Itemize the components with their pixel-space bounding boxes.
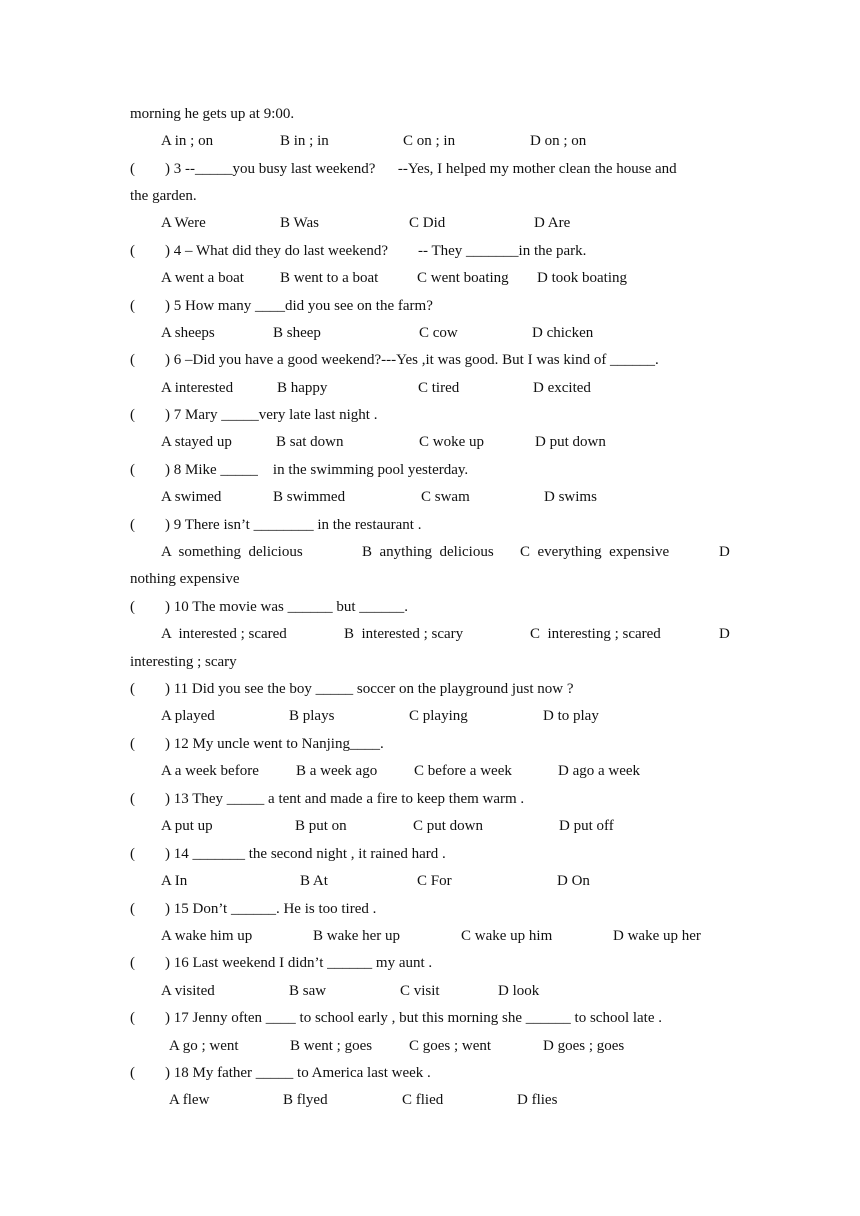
option-d: D ago a week <box>558 763 641 779</box>
question-stem: ( ) 12 My uncle went to Nanjing____. <box>130 736 384 752</box>
question-stem: ( ) 8 Mike _____ in the swimming pool yesterday. <box>130 462 469 478</box>
option-c: C put down <box>413 818 484 834</box>
option-b: B swimmed <box>273 489 346 505</box>
option-a: A something delicious <box>161 544 303 560</box>
option-b: B Was <box>280 215 319 231</box>
option-b: B went ; goes <box>290 1038 373 1054</box>
option-b: B wake her up <box>313 928 401 944</box>
option-a: A go ; went <box>169 1038 239 1054</box>
option-a: A Were <box>161 215 206 231</box>
option-c: C Did <box>409 215 446 231</box>
option-b: B happy <box>277 380 328 396</box>
option-d: D swims <box>544 489 597 505</box>
option-c: C tired <box>418 380 460 396</box>
question-stem: ( ) 16 Last weekend I didn’t ______ my aunt . <box>130 955 433 971</box>
question-stem: ( ) 11 Did you see the boy _____ soccer on the playground just now ? <box>130 681 574 697</box>
option-a: A wake him up <box>161 928 253 944</box>
option-d: D to play <box>543 708 599 724</box>
option-a: A went a boat <box>161 270 244 286</box>
option-c: C For <box>417 873 452 889</box>
intro-option-c: C on ; in <box>403 133 456 149</box>
option-d: D excited <box>533 380 591 396</box>
option-c: C flied <box>402 1092 444 1108</box>
option-d: D <box>719 626 730 642</box>
option-b: B saw <box>289 983 327 999</box>
question-stem: ( ) 3 --_____you busy last weekend? --Yes, I helped my mother clean the house and <box>130 161 677 177</box>
option-c: C goes ; went <box>409 1038 492 1054</box>
question-stem: ( ) 4 – What did they do last weekend? -- They _______in the park. <box>130 243 587 259</box>
question-stem: ( ) 5 How many ____did you see on the farm? <box>130 298 433 314</box>
question-stem: ( ) 15 Don’t ______. He is too tired . <box>130 901 377 917</box>
option-d: D put off <box>559 818 614 834</box>
option-b: B sheep <box>273 325 321 341</box>
option-c: C woke up <box>419 434 484 450</box>
option-c: C visit <box>400 983 440 999</box>
intro-option-a: A in ; on <box>161 133 214 149</box>
option-d: D Are <box>534 215 571 231</box>
option-a: A put up <box>161 818 213 834</box>
intro-option-d: D on ; on <box>530 133 587 149</box>
option-a: A played <box>161 708 215 724</box>
question-stem: ( ) 18 My father _____ to America last week . <box>130 1065 431 1081</box>
option-d-cont: interesting ; scary <box>130 654 237 670</box>
option-b: B went to a boat <box>280 270 379 286</box>
option-a: A interested ; scared <box>161 626 287 642</box>
option-d: D chicken <box>532 325 594 341</box>
option-c: C wake up him <box>461 928 553 944</box>
intro-line: morning he gets up at 9:00. <box>130 106 295 122</box>
option-a: A In <box>161 873 188 889</box>
option-d-cont: nothing expensive <box>130 571 240 587</box>
question-stem: ( ) 6 –Did you have a good weekend?---Yes ,it was good. But I was kind of ______. <box>130 352 659 368</box>
option-a: A interested <box>161 380 234 396</box>
option-b: B sat down <box>276 434 344 450</box>
option-d: D look <box>498 983 540 999</box>
question-stem-cont: the garden. <box>130 188 197 204</box>
option-a: A flew <box>169 1092 210 1108</box>
intro-option-b: B in ; in <box>280 133 329 149</box>
option-a: A sheeps <box>161 325 215 341</box>
option-b: B plays <box>289 708 335 724</box>
option-a: A a week before <box>161 763 259 779</box>
option-b: B interested ; scary <box>344 626 464 642</box>
option-a: A visited <box>161 983 215 999</box>
option-c: C before a week <box>414 763 512 779</box>
option-c: C cow <box>419 325 458 341</box>
option-b: B At <box>300 873 328 889</box>
option-c: C interesting ; scared <box>530 626 661 642</box>
option-b: B a week ago <box>296 763 378 779</box>
option-c: C everything expensive <box>520 544 670 560</box>
option-d: D On <box>557 873 590 889</box>
option-b: B put on <box>295 818 347 834</box>
option-d: D put down <box>535 434 606 450</box>
option-a: A swimed <box>161 489 222 505</box>
option-d: D <box>719 544 730 560</box>
option-d: D flies <box>517 1092 558 1108</box>
question-stem: ( ) 13 They _____ a tent and made a fire to keep them warm . <box>130 791 525 807</box>
option-d: D goes ; goes <box>543 1038 625 1054</box>
option-c: C swam <box>421 489 470 505</box>
option-c: C playing <box>409 708 468 724</box>
question-stem: ( ) 17 Jenny often ____ to school early , but this morning she ______ to school late . <box>130 1010 663 1026</box>
option-b: B flyed <box>283 1092 328 1108</box>
question-stem: ( ) 10 The movie was ______ but ______. <box>130 599 409 615</box>
question-stem: ( ) 7 Mary _____very late last night . <box>130 407 378 423</box>
question-stem: ( ) 14 _______ the second night , it rained hard . <box>130 846 446 862</box>
option-d: D took boating <box>537 270 627 286</box>
option-a: A stayed up <box>161 434 232 450</box>
option-c: C went boating <box>417 270 509 286</box>
option-d: D wake up her <box>613 928 701 944</box>
option-b: B anything delicious <box>362 544 494 560</box>
question-stem: ( ) 9 There isn’t ________ in the restaurant . <box>130 517 422 533</box>
